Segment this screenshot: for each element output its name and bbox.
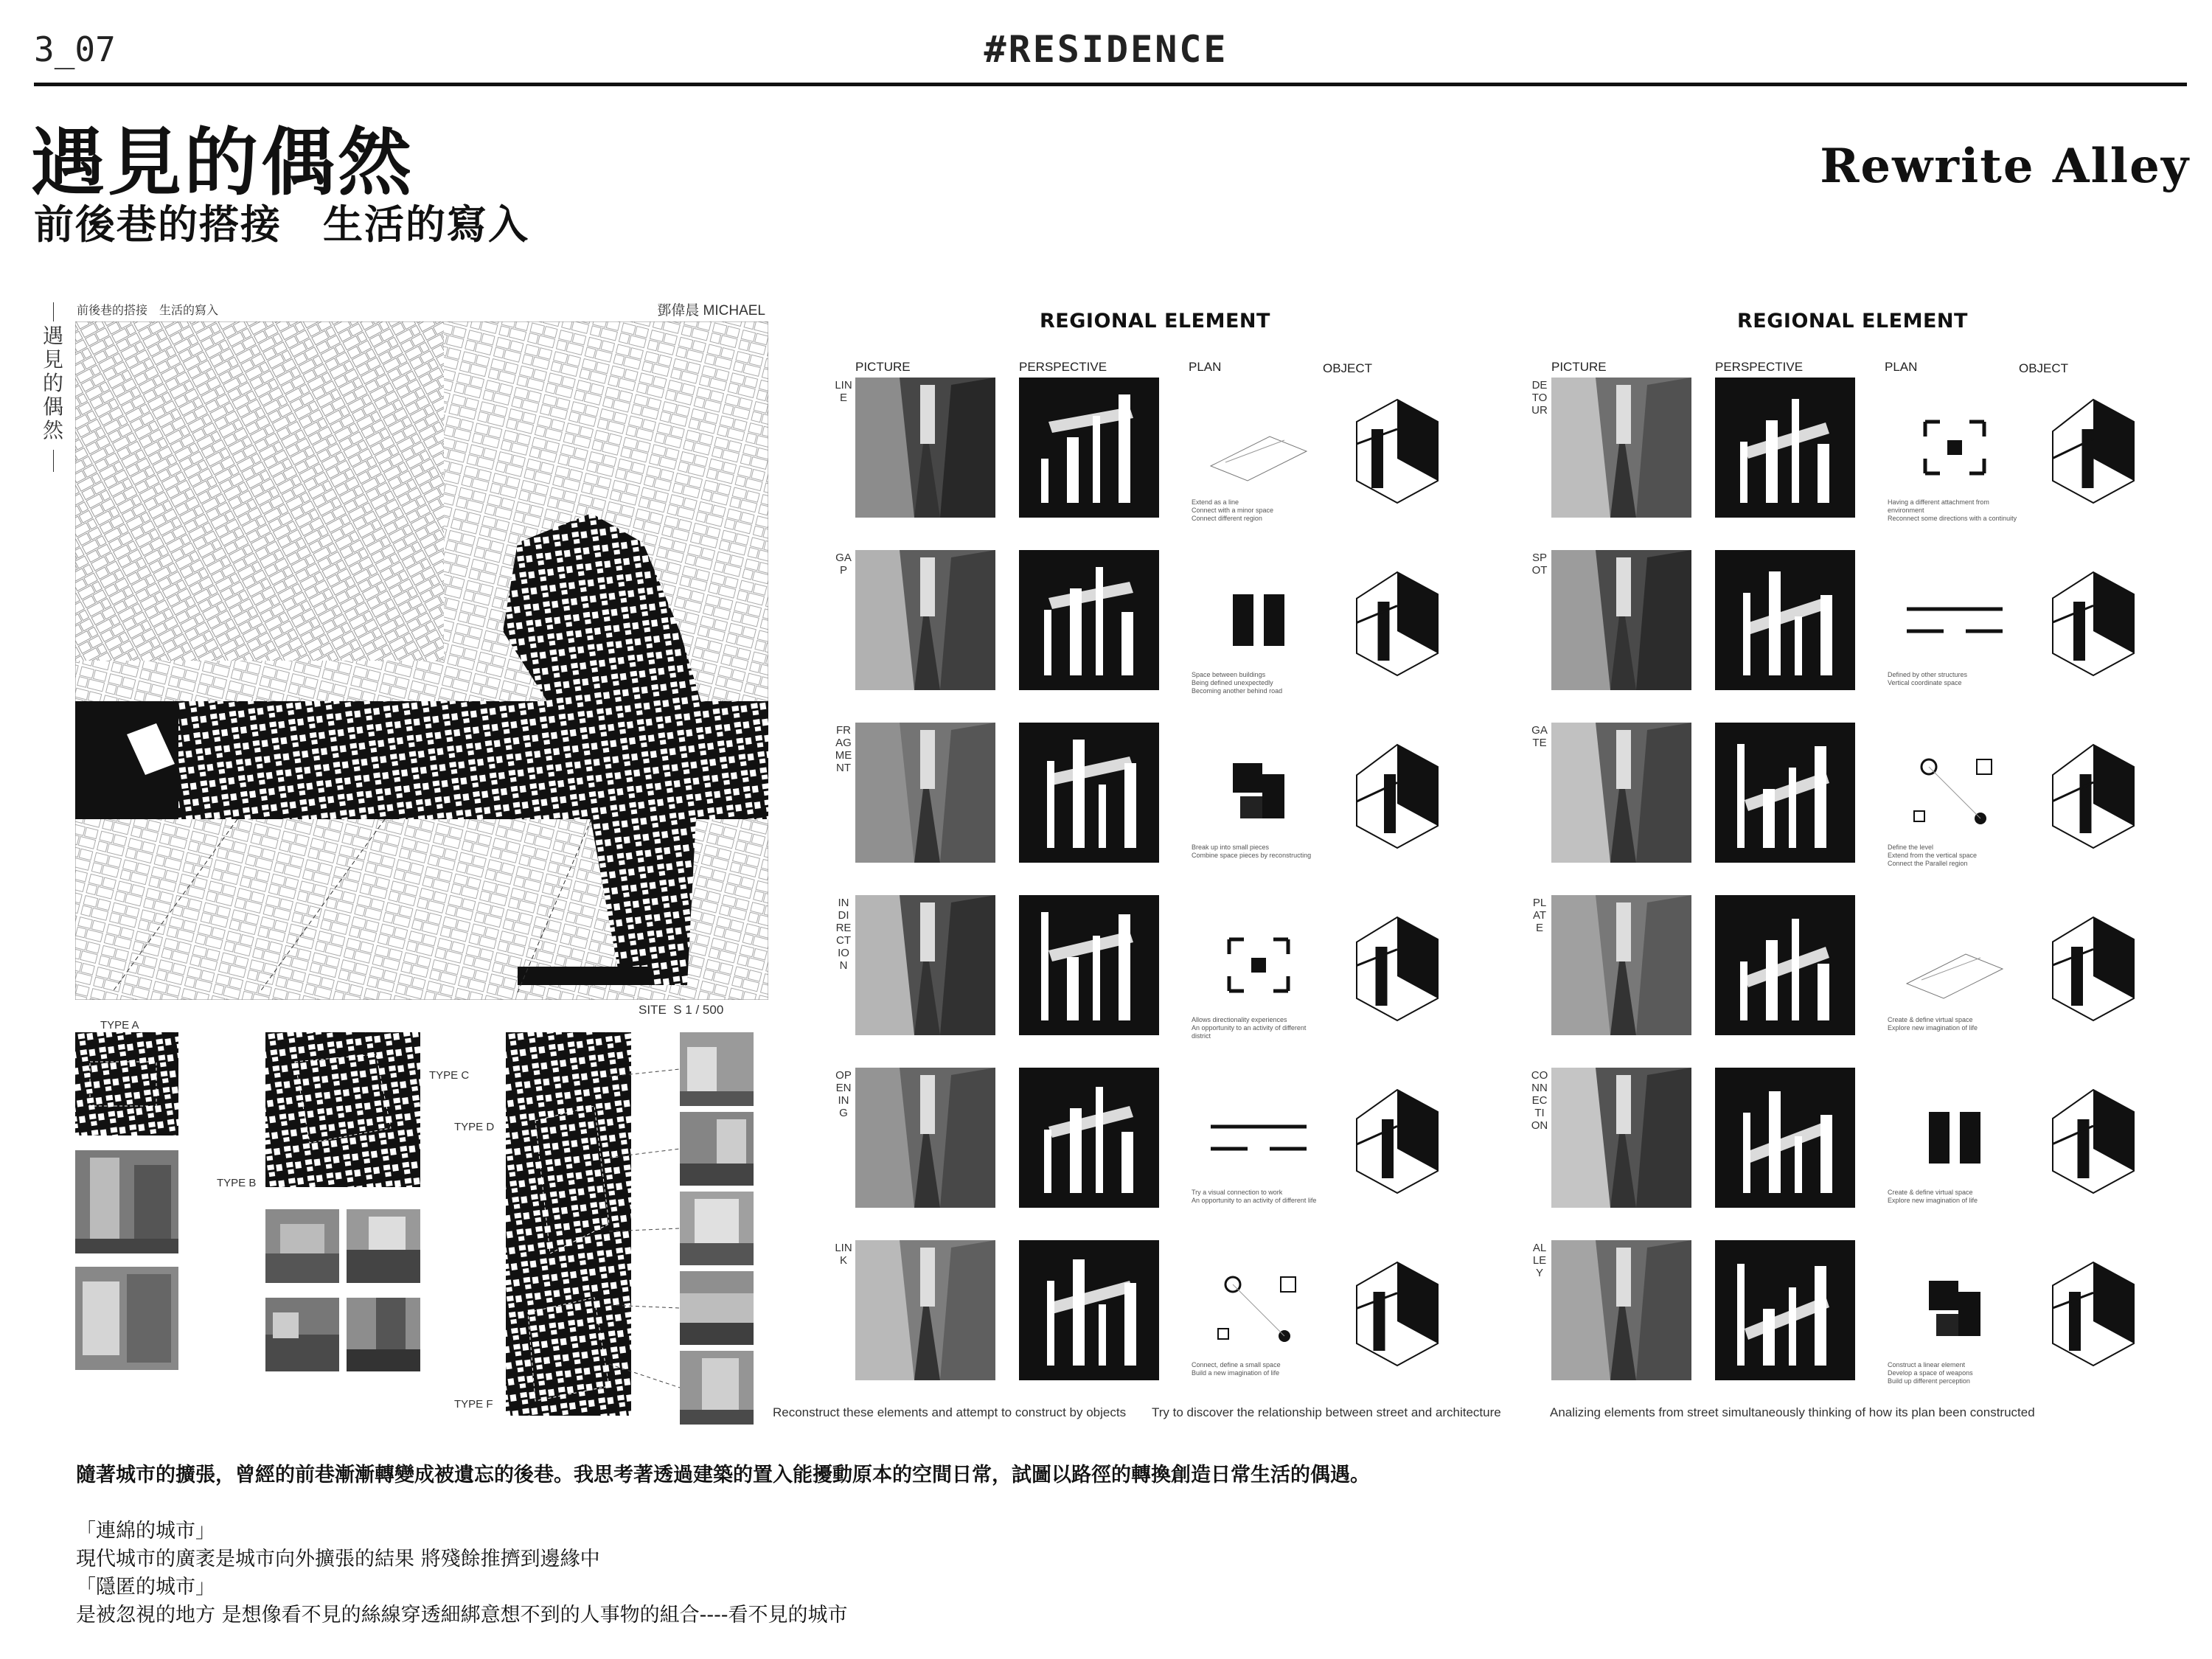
panel-2-picture-tile [1551, 550, 1691, 690]
type-d-photo-4 [680, 1271, 754, 1345]
panel-2-object-tile [2023, 895, 2163, 1035]
panel-1-plan-caption: Extend as a line Connect with a minor space Connect different region [1192, 498, 1274, 522]
panel-2-row-label: GATE [1531, 724, 1548, 749]
panel-1-perspective-tile [1019, 895, 1159, 1035]
type-b-photo-3 [265, 1298, 339, 1371]
panel-1-object-tile [1327, 378, 1467, 518]
panel-1-row-label: LINE [835, 379, 852, 404]
panel-1-col-object: OBJECT [1323, 361, 1373, 375]
panel-2-plan-tile [1885, 723, 2025, 863]
panel-1-picture-tile [855, 723, 995, 863]
panel-1-plan-caption: Allows directionality experiences An opportunity to an activity of different district [1192, 1016, 1307, 1040]
header-rule [34, 83, 2187, 86]
type-d-photo-2 [680, 1112, 754, 1186]
panel-2-row-label: ALLEY [1532, 1242, 1547, 1279]
panel-1-perspective-tile [1019, 723, 1159, 863]
type-b-photo-4 [347, 1298, 420, 1371]
type-d-photo-3 [680, 1192, 754, 1265]
footnote-middle: Try to discover the relationship between street and architecture [1152, 1405, 1501, 1419]
panel-2-plan-caption: Having a different attachment from environment Reconnect some directions with a continuity [1888, 498, 2017, 522]
site-plan [34, 295, 771, 1423]
type-b-label: TYPE B [217, 1177, 257, 1189]
site-plan-vertical-title: 遇見的偶然 [43, 324, 64, 442]
panel-1-plan-tile [1189, 1240, 1329, 1380]
panel-1-plan-tile [1189, 378, 1329, 518]
panel-1-title: REGIONAL ELEMENT [1040, 310, 1270, 333]
type-d-label: TYPE D [454, 1121, 495, 1133]
footnote-right: Analizing elements from street simultaneously thinking of how its plan been constructed [1550, 1405, 2035, 1419]
panel-1-plan-caption: Break up into small pieces Combine space pieces by reconstructing [1192, 844, 1312, 859]
panel-1-row-label: LINK [835, 1242, 852, 1267]
panel-2-perspective-tile [1715, 723, 1855, 863]
panel-1-col-perspective: PERSPECTIVE [1019, 360, 1107, 374]
panel-1-perspective-tile [1019, 1240, 1159, 1380]
type-d-photo-1 [680, 1032, 754, 1106]
section-tag: #RESIDENCE [984, 28, 1228, 71]
panel-1-object-tile [1327, 895, 1467, 1035]
panel-2-picture-tile [1551, 378, 1691, 518]
panel-1-plan-tile [1189, 1068, 1329, 1208]
site-scale-label: SITE S 1 / 500 [639, 1003, 724, 1017]
panel-2-object-tile [2023, 1068, 2163, 1208]
panel-2-perspective-tile [1715, 378, 1855, 518]
panel-1-picture-tile [855, 1240, 995, 1380]
panel-1-object-tile [1327, 550, 1467, 690]
text-continuous-city: 現代城市的廣袤是城市向外擴張的結果 將殘餘推擠到邊緣中 [76, 1548, 600, 1571]
panel-2-row-label: PLATE [1532, 897, 1547, 934]
vertical-title-rule-bottom [53, 450, 54, 472]
panel-1-object-tile [1327, 723, 1467, 863]
panel-2-plan-caption: Defined by other structures Vertical coordinate space [1888, 671, 1968, 686]
panel-1-picture-tile [855, 378, 995, 518]
panel-1-perspective-tile [1019, 550, 1159, 690]
panel-2-perspective-tile [1715, 1068, 1855, 1208]
panel-2-plan-caption: Create & define virtual space Explore new imagination of life [1888, 1189, 1978, 1204]
site-map [75, 321, 768, 1000]
panel-1-picture-tile [855, 550, 995, 690]
panel-1-row-label: INDIRECTION [835, 897, 852, 972]
panel-2-plan-caption: Define the level Extend from the vertical space Connect the Parallel region [1888, 844, 1978, 867]
panel-2-col-perspective: PERSPECTIVE [1715, 360, 1804, 374]
panel-1-picture-tile [855, 1068, 995, 1208]
panel-2-object-tile [2023, 550, 2163, 690]
type-b-photo-2 [347, 1209, 420, 1283]
type-a-detail [75, 1032, 178, 1135]
panel-1-row-label: OPENING [835, 1069, 852, 1119]
panel-2-picture-tile [1551, 895, 1691, 1035]
panel-2-perspective-tile [1715, 1240, 1855, 1380]
page-number: 3_07 [34, 29, 116, 69]
type-a-photo-2 [75, 1267, 178, 1370]
vertical-title-rule [53, 302, 54, 321]
type-b-detail [265, 1032, 420, 1187]
panel-2-object-tile [2023, 378, 2163, 518]
type-d-photo-5 [680, 1351, 754, 1425]
panel-1-plan-tile [1189, 723, 1329, 863]
type-a-label: TYPE A [100, 1019, 139, 1032]
panel-2-plan-tile [1885, 1240, 2025, 1380]
page-subtitle: 前後巷的搭接 生活的寫入 [34, 201, 529, 248]
panel-2-plan-tile [1885, 550, 2025, 690]
type-c-label: TYPE C [429, 1069, 470, 1082]
panel-1-plan-caption: Space between buildings Being defined unexpectedly Becoming another behind road [1192, 671, 1283, 695]
type-a-photo-1 [75, 1150, 178, 1253]
panel-1-plan-caption: Connect, define a small space Build a new imagination of life [1192, 1361, 1281, 1377]
type-f-label: TYPE F [454, 1398, 493, 1411]
panel-2-perspective-tile [1715, 550, 1855, 690]
site-plan-author: 鄧偉晨 MICHAEL [657, 303, 765, 319]
panel-2-plan-tile [1885, 895, 2025, 1035]
panel-2-object-tile [2023, 1240, 2163, 1380]
panel-1-picture-tile [855, 895, 995, 1035]
panel-1-row-label: FRAGMENT [835, 724, 852, 774]
panel-2-row-label: CONNECTION [1531, 1069, 1548, 1132]
panel-2-picture-tile [1551, 723, 1691, 863]
panel-2-col-plan: PLAN [1885, 360, 1918, 374]
english-title: Rewrite Alley [1820, 139, 2190, 194]
panel-2-row-label: SPOT [1531, 552, 1548, 577]
intro-paragraph: 隨著城市的擴張，曾經的前巷漸漸轉變成被遺忘的後巷。我思考著透過建築的置入能擾動原本的空間日常，試圖以路徑的轉換創造日常生活的偶遇。 [76, 1464, 1370, 1486]
panel-2-plan-caption: Construct a linear element Develop a space of weapons Build up different perception [1888, 1361, 1973, 1385]
text-hidden-city: 是被忽視的地方 是想像看不見的絲線穿透細綁意想不到的人事物的組合----看不見的城市 [76, 1604, 848, 1627]
panel-1-perspective-tile [1019, 1068, 1159, 1208]
page-title: 遇見的偶然 [31, 119, 414, 206]
panel-2-plan-tile [1885, 378, 2025, 518]
panel-1-col-picture: PICTURE [855, 360, 911, 374]
panel-1-object-tile [1327, 1240, 1467, 1380]
panel-2-picture-tile [1551, 1240, 1691, 1380]
panel-2-row-label: DETOUR [1531, 379, 1548, 417]
panel-1-object-tile [1327, 1068, 1467, 1208]
panel-1-perspective-tile [1019, 378, 1159, 518]
heading-continuous-city: 「連綿的城市」 [76, 1520, 215, 1543]
panel-2-plan-caption: Create & define virtual space Explore new imagination of life [1888, 1016, 1978, 1032]
panel-2-col-object: OBJECT [2019, 361, 2069, 375]
footnote-left: Reconstruct these elements and attempt to construct by objects [773, 1405, 1127, 1419]
panel-2-plan-tile [1885, 1068, 2025, 1208]
panel-1-row-label: GAP [835, 552, 852, 577]
panel-1-col-plan: PLAN [1189, 360, 1222, 374]
panel-2-object-tile [2023, 723, 2163, 863]
panel-1-plan-tile [1189, 895, 1329, 1035]
panel-2-picture-tile [1551, 1068, 1691, 1208]
panel-1-plan-tile [1189, 550, 1329, 690]
site-plan-top-label: 前後巷的搭接 生活的寫入 [77, 303, 219, 317]
panel-2-title: REGIONAL ELEMENT [1737, 310, 1968, 333]
heading-hidden-city: 「隱匿的城市」 [76, 1576, 215, 1599]
panel-2-perspective-tile [1715, 895, 1855, 1035]
type-leader-lines [609, 1032, 683, 1416]
type-b-photo-1 [265, 1209, 339, 1283]
panel-2-col-picture: PICTURE [1551, 360, 1607, 374]
panel-1-plan-caption: Try a visual connection to work An opportunity to an activity of different life [1192, 1189, 1317, 1204]
